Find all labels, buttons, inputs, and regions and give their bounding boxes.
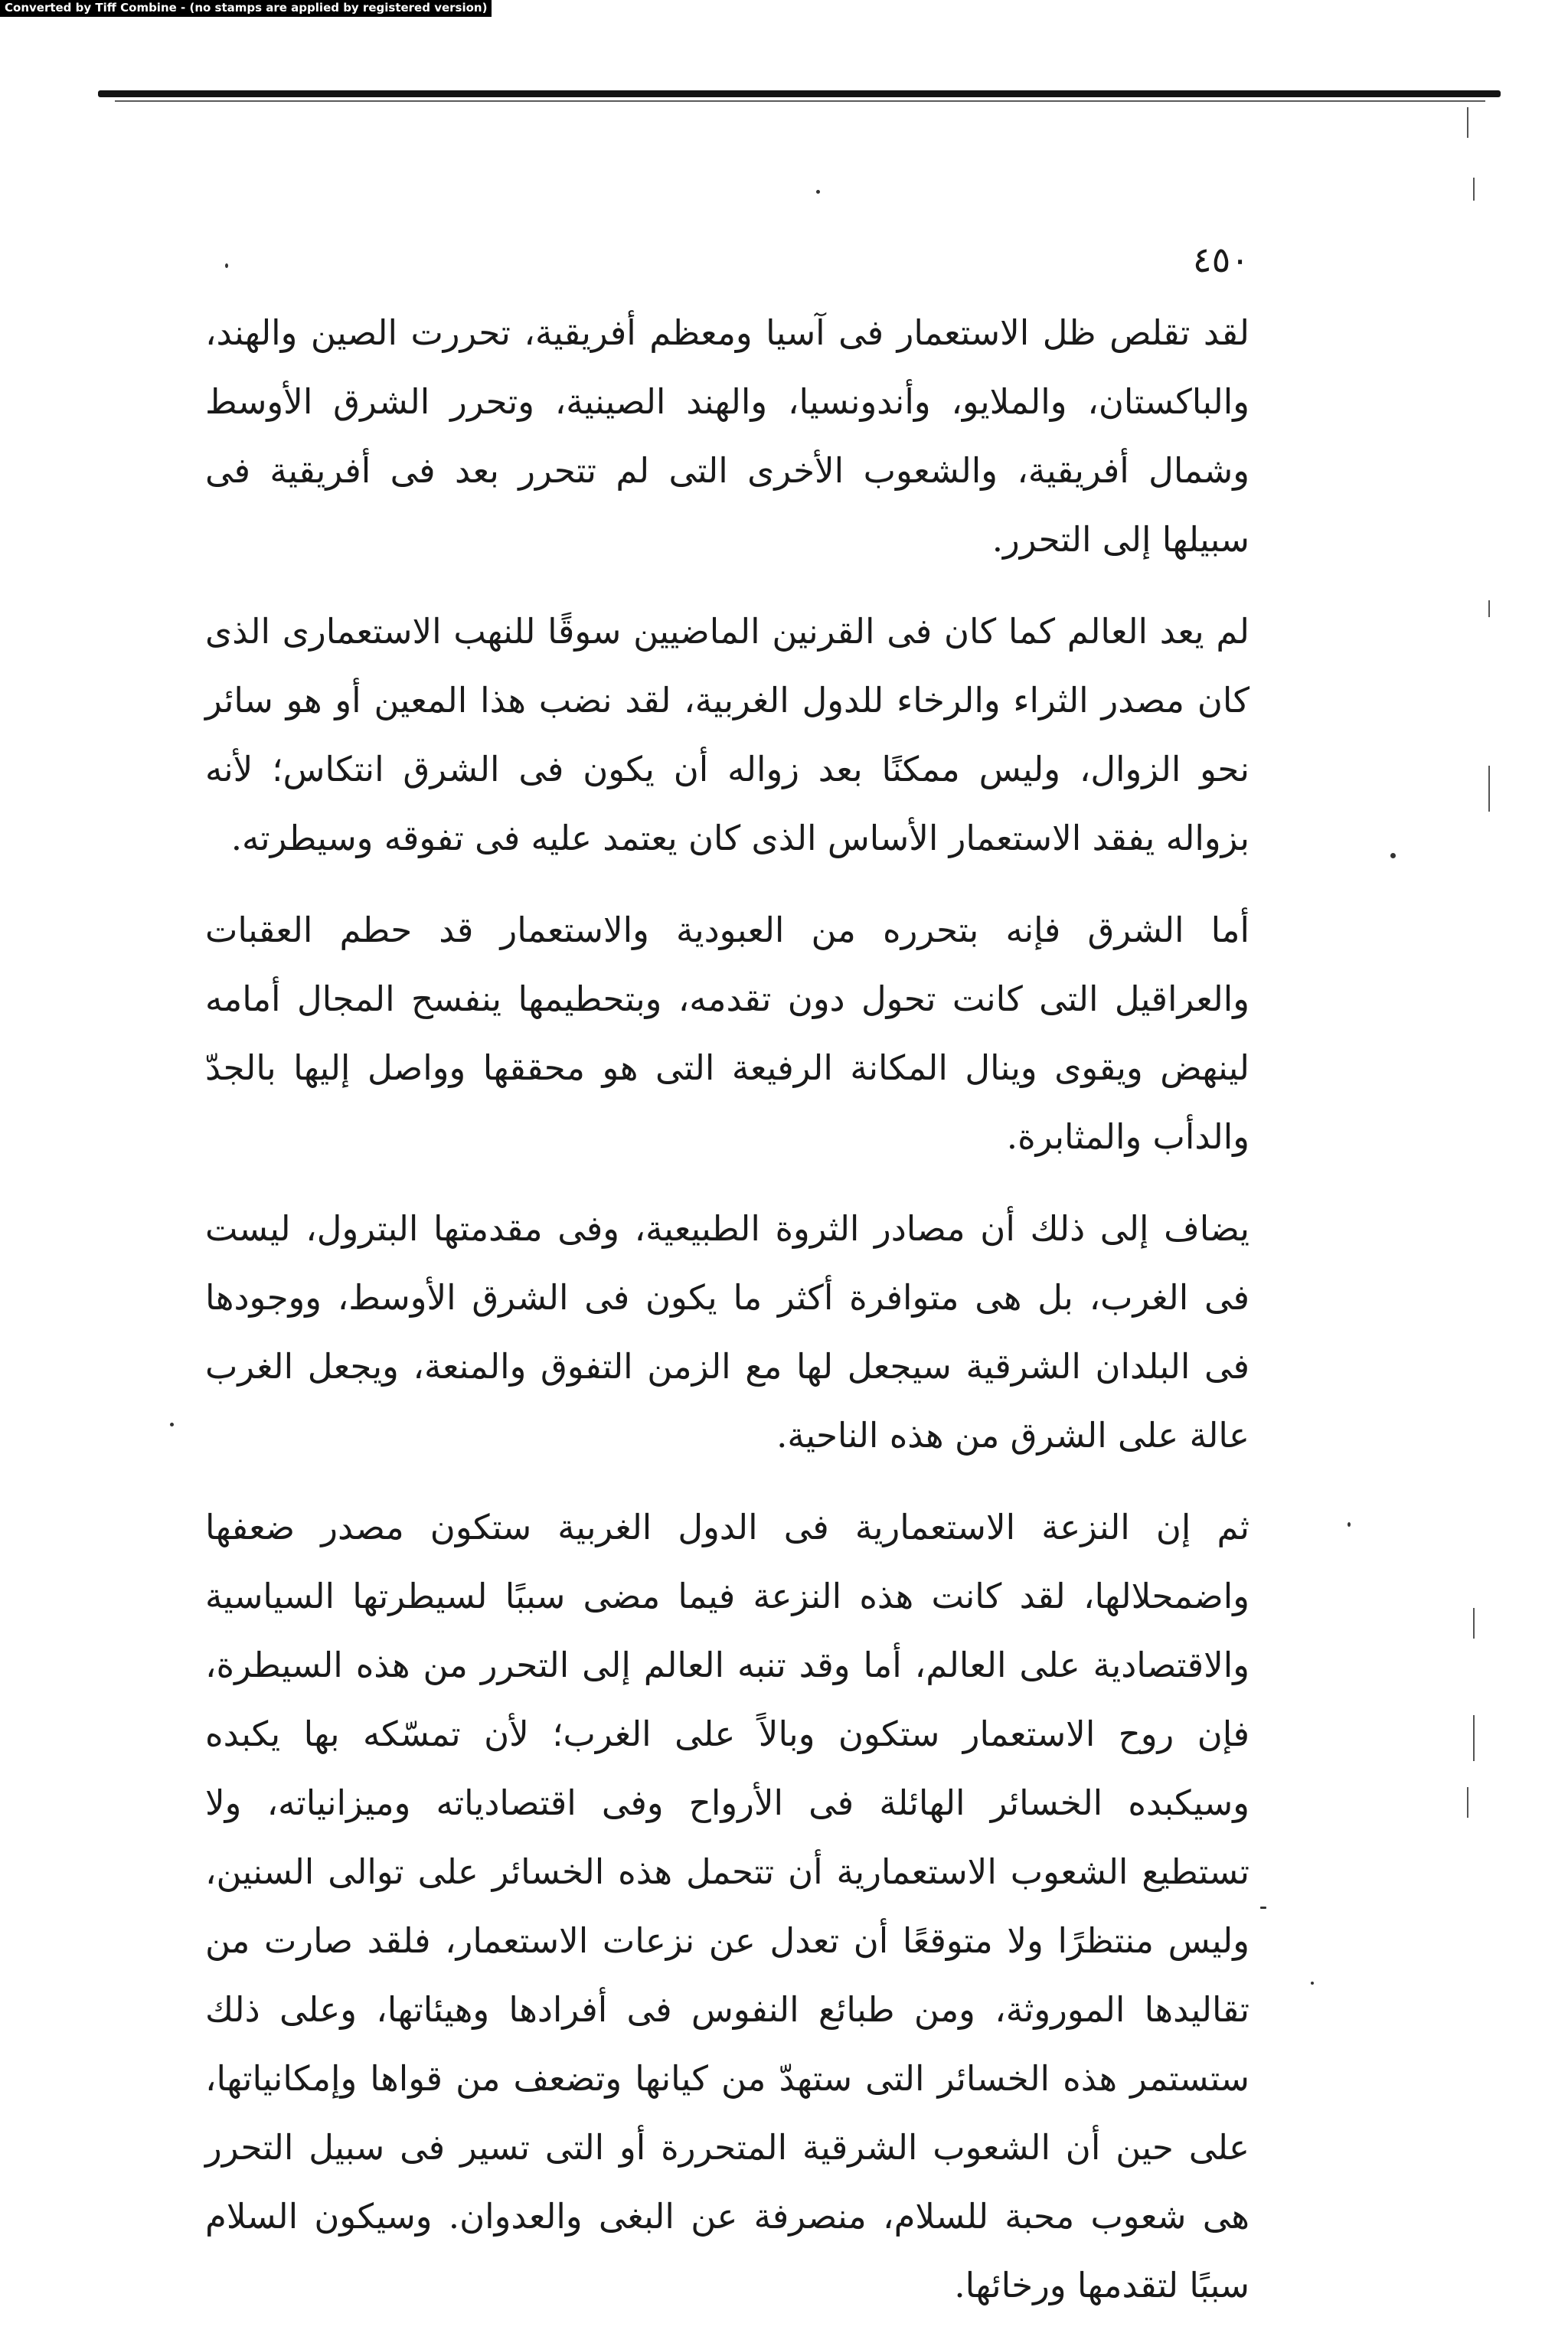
paragraph: لقد تقلص ظل الاستعمار فى آسيا ومعظم أفريقية، تحررت الصين والهند، والباكستان، والملايو، وأندونسيا، والهند الصينية، وتحرر الشرق الأوسط وشمال أفريقية، والشعوب الأخرى التى لم تتحرر بعد فى أفريقية فى سبيلها إلى التحرر.	[205, 312, 1250, 560]
scan-speck	[225, 263, 228, 268]
scan-speck	[170, 1423, 174, 1426]
page-body	[205, 299, 1250, 2343]
scan-edge-mark	[1467, 107, 1468, 138]
paragraph: أما الشرق فإنه بتحرره من العبودية والاستعمار قد حطم العقبات والعراقيل التى كانت تحول دون تقدمه، وبتحطيمها ينفسح المجال أمامه لينهض ويقوى وينال المكانة الرفيعة التى هو محققها وواصل إليها بالجدّ والدأب والمثابرة.	[205, 910, 1250, 1157]
header-rule-thin	[115, 100, 1485, 102]
page-number: ٤٥٠	[1192, 239, 1250, 280]
paragraph: ثم إن النزعة الاستعمارية فى الدول الغربية ستكون مصدر ضعفها واضمحلالها، لقد كانت هذه النزعة فيما مضى سببًا لسيطرتها السياسية والاقتصادية على العالم، أما وقد تنبه العالم إلى التحرر من هذه السيطرة، فإن روح الاستعمار ستكون وبالاً على الغرب؛ لأن تمسّكه بها يكبده وسيكبده الخسائر الهائلة فى الأرواح وفى اقتصادياته وميزانياته، ولا تستطيع الشعوب الاستعمارية أن تتحمل هذه الخسائر على توالى السنين، وليس منتظرًا ولا متوقعًا أن تعدل عن نزعات الاستعمار، فلقد صارت من تقاليدها الموروثة، ومن طبائع النفوس فى أفرادها وهيئاتها، وعلى ذلك ستستمر هذه الخسائر التى ستهدّ من كيانها وتضعف من قواها وإمكانياتها، على حين أن الشعوب الشرقية المتحررة أو التى تسير فى سبيل التحرر هى شعوب محبة للسلام، منصرفة عن البغى والعدوان. وسيكون السلام سببًا لتقدمها ورخائها.	[205, 1507, 1250, 2305]
scan-edge-mark	[1467, 1787, 1468, 1818]
paragraph: لم يعد العالم كما كان فى القرنين الماضيين سوقًا للنهب الاستعمارى الذى كان مصدر الثراء والرخاء للدول الغربية، لقد نضب هذا المعين أو هو سائر نحو الزوال، وليس ممكنًا بعد زواله أن يكون فى الشرق انتكاس؛ لأنه بزواله يفقد الاستعمار الأساس الذى كان يعتمد عليه فى تفوقه وسيطرته.	[205, 611, 1250, 858]
scan-speck	[816, 190, 820, 194]
converter-watermark: Converted by Tiff Combine - (no stamps are applied by registered version)	[0, 0, 492, 17]
header-rule	[98, 90, 1501, 97]
scan-speck	[1348, 1522, 1351, 1527]
scan-edge-mark	[1488, 600, 1490, 617]
paragraph: يضاف إلى ذلك أن مصادر الثروة الطبيعية، وفى مقدمتها البترول، ليست فى الغرب، بل هى متوافرة أكثر ما يكون فى الشرق الأوسط، ووجودها فى البلدان الشرقية سيجعل لها مع الزمن التفوق والمنعة، ويجعل الغرب عالة على الشرق من هذه الناحية.	[205, 1208, 1250, 1456]
scan-speck	[1260, 1907, 1266, 1909]
scan-edge-mark	[1473, 1608, 1475, 1639]
scan-edge-mark	[1488, 766, 1490, 812]
scan-edge-mark	[1473, 178, 1475, 201]
scan-speck	[1311, 1982, 1314, 1985]
scan-edge-mark	[1473, 1715, 1475, 1761]
scan-speck	[1390, 853, 1396, 858]
